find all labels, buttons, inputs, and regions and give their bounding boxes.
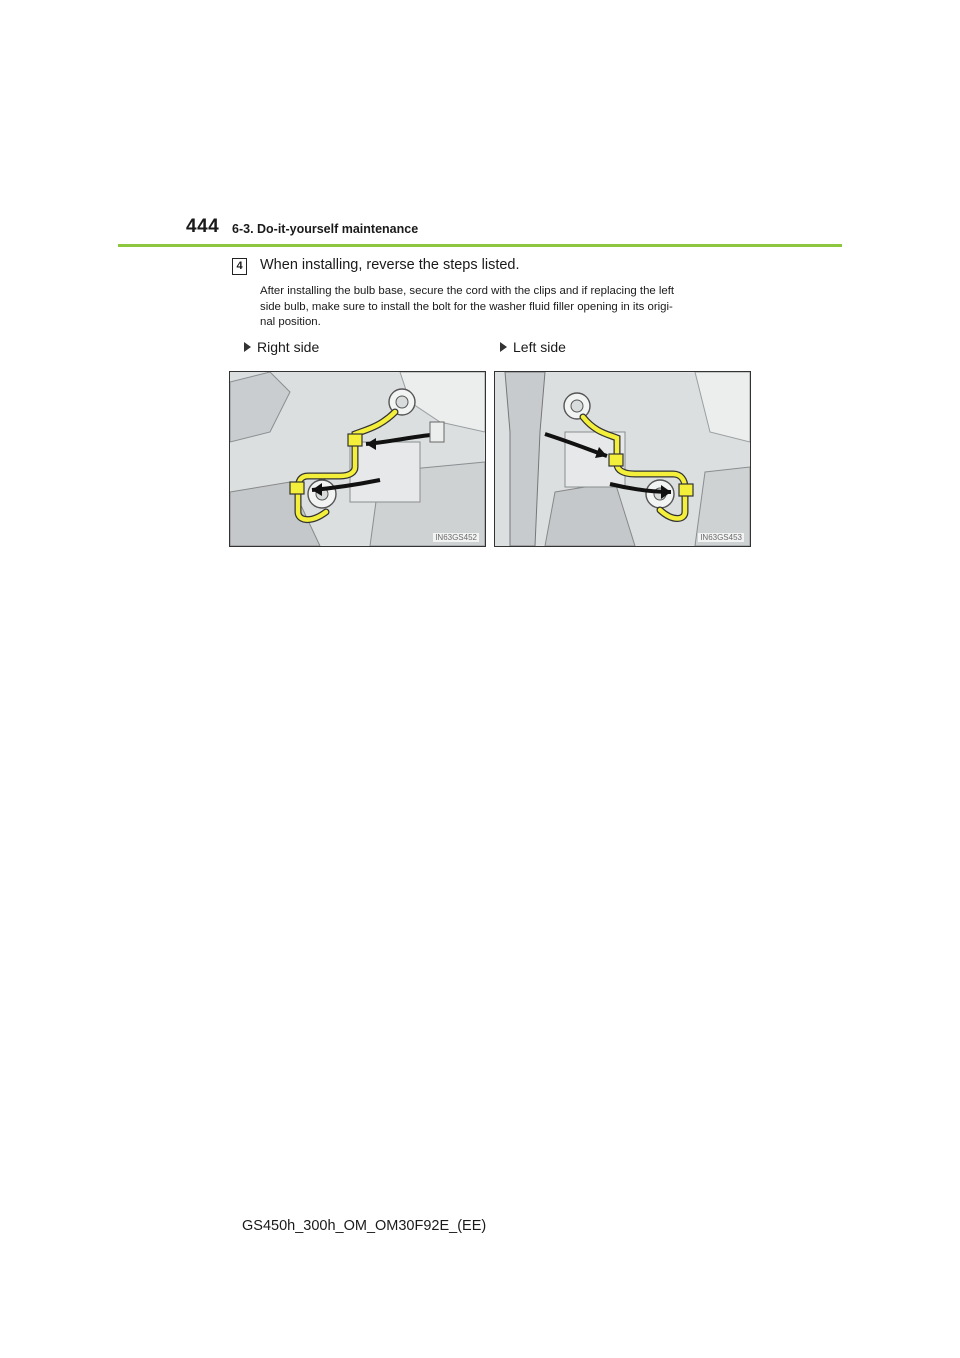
figure-caption-label: Left side xyxy=(513,339,566,355)
headlight-bulb-illustration-left-side xyxy=(494,371,751,547)
header-divider xyxy=(118,244,842,247)
section-title: 6-3. Do-it-yourself maintenance xyxy=(232,222,419,236)
engine-bay-drawing xyxy=(230,372,485,546)
step-note-line: nal position. xyxy=(260,316,321,328)
triangle-bullet-icon xyxy=(500,342,507,352)
triangle-bullet-icon xyxy=(244,342,251,352)
figure-caption-label: Right side xyxy=(257,339,320,355)
figure-code: IN63GS452 xyxy=(435,533,477,542)
step-note-line: After installing the bulb base, secure the cord with the clips and if replacing the left xyxy=(260,285,675,297)
step-number-badge: 4 xyxy=(232,258,247,275)
step-note-line: side bulb, make sure to install the bolt for the washer fluid filler opening in its origi- xyxy=(260,300,673,313)
figure-caption-right-side xyxy=(244,339,319,355)
footer-model-code: GS450h_300h_OM_OM30F92E_(EE) xyxy=(242,1218,487,1234)
headlight-bulb-illustration-right-side xyxy=(229,371,486,547)
page-number: 444 xyxy=(186,216,220,237)
figure-code: IN63GS453 xyxy=(700,533,742,542)
step-heading: When installing, reverse the steps listed. xyxy=(260,257,520,273)
step-note xyxy=(260,284,760,331)
figure-caption-left-side xyxy=(500,339,566,355)
engine-bay-drawing xyxy=(495,372,750,546)
